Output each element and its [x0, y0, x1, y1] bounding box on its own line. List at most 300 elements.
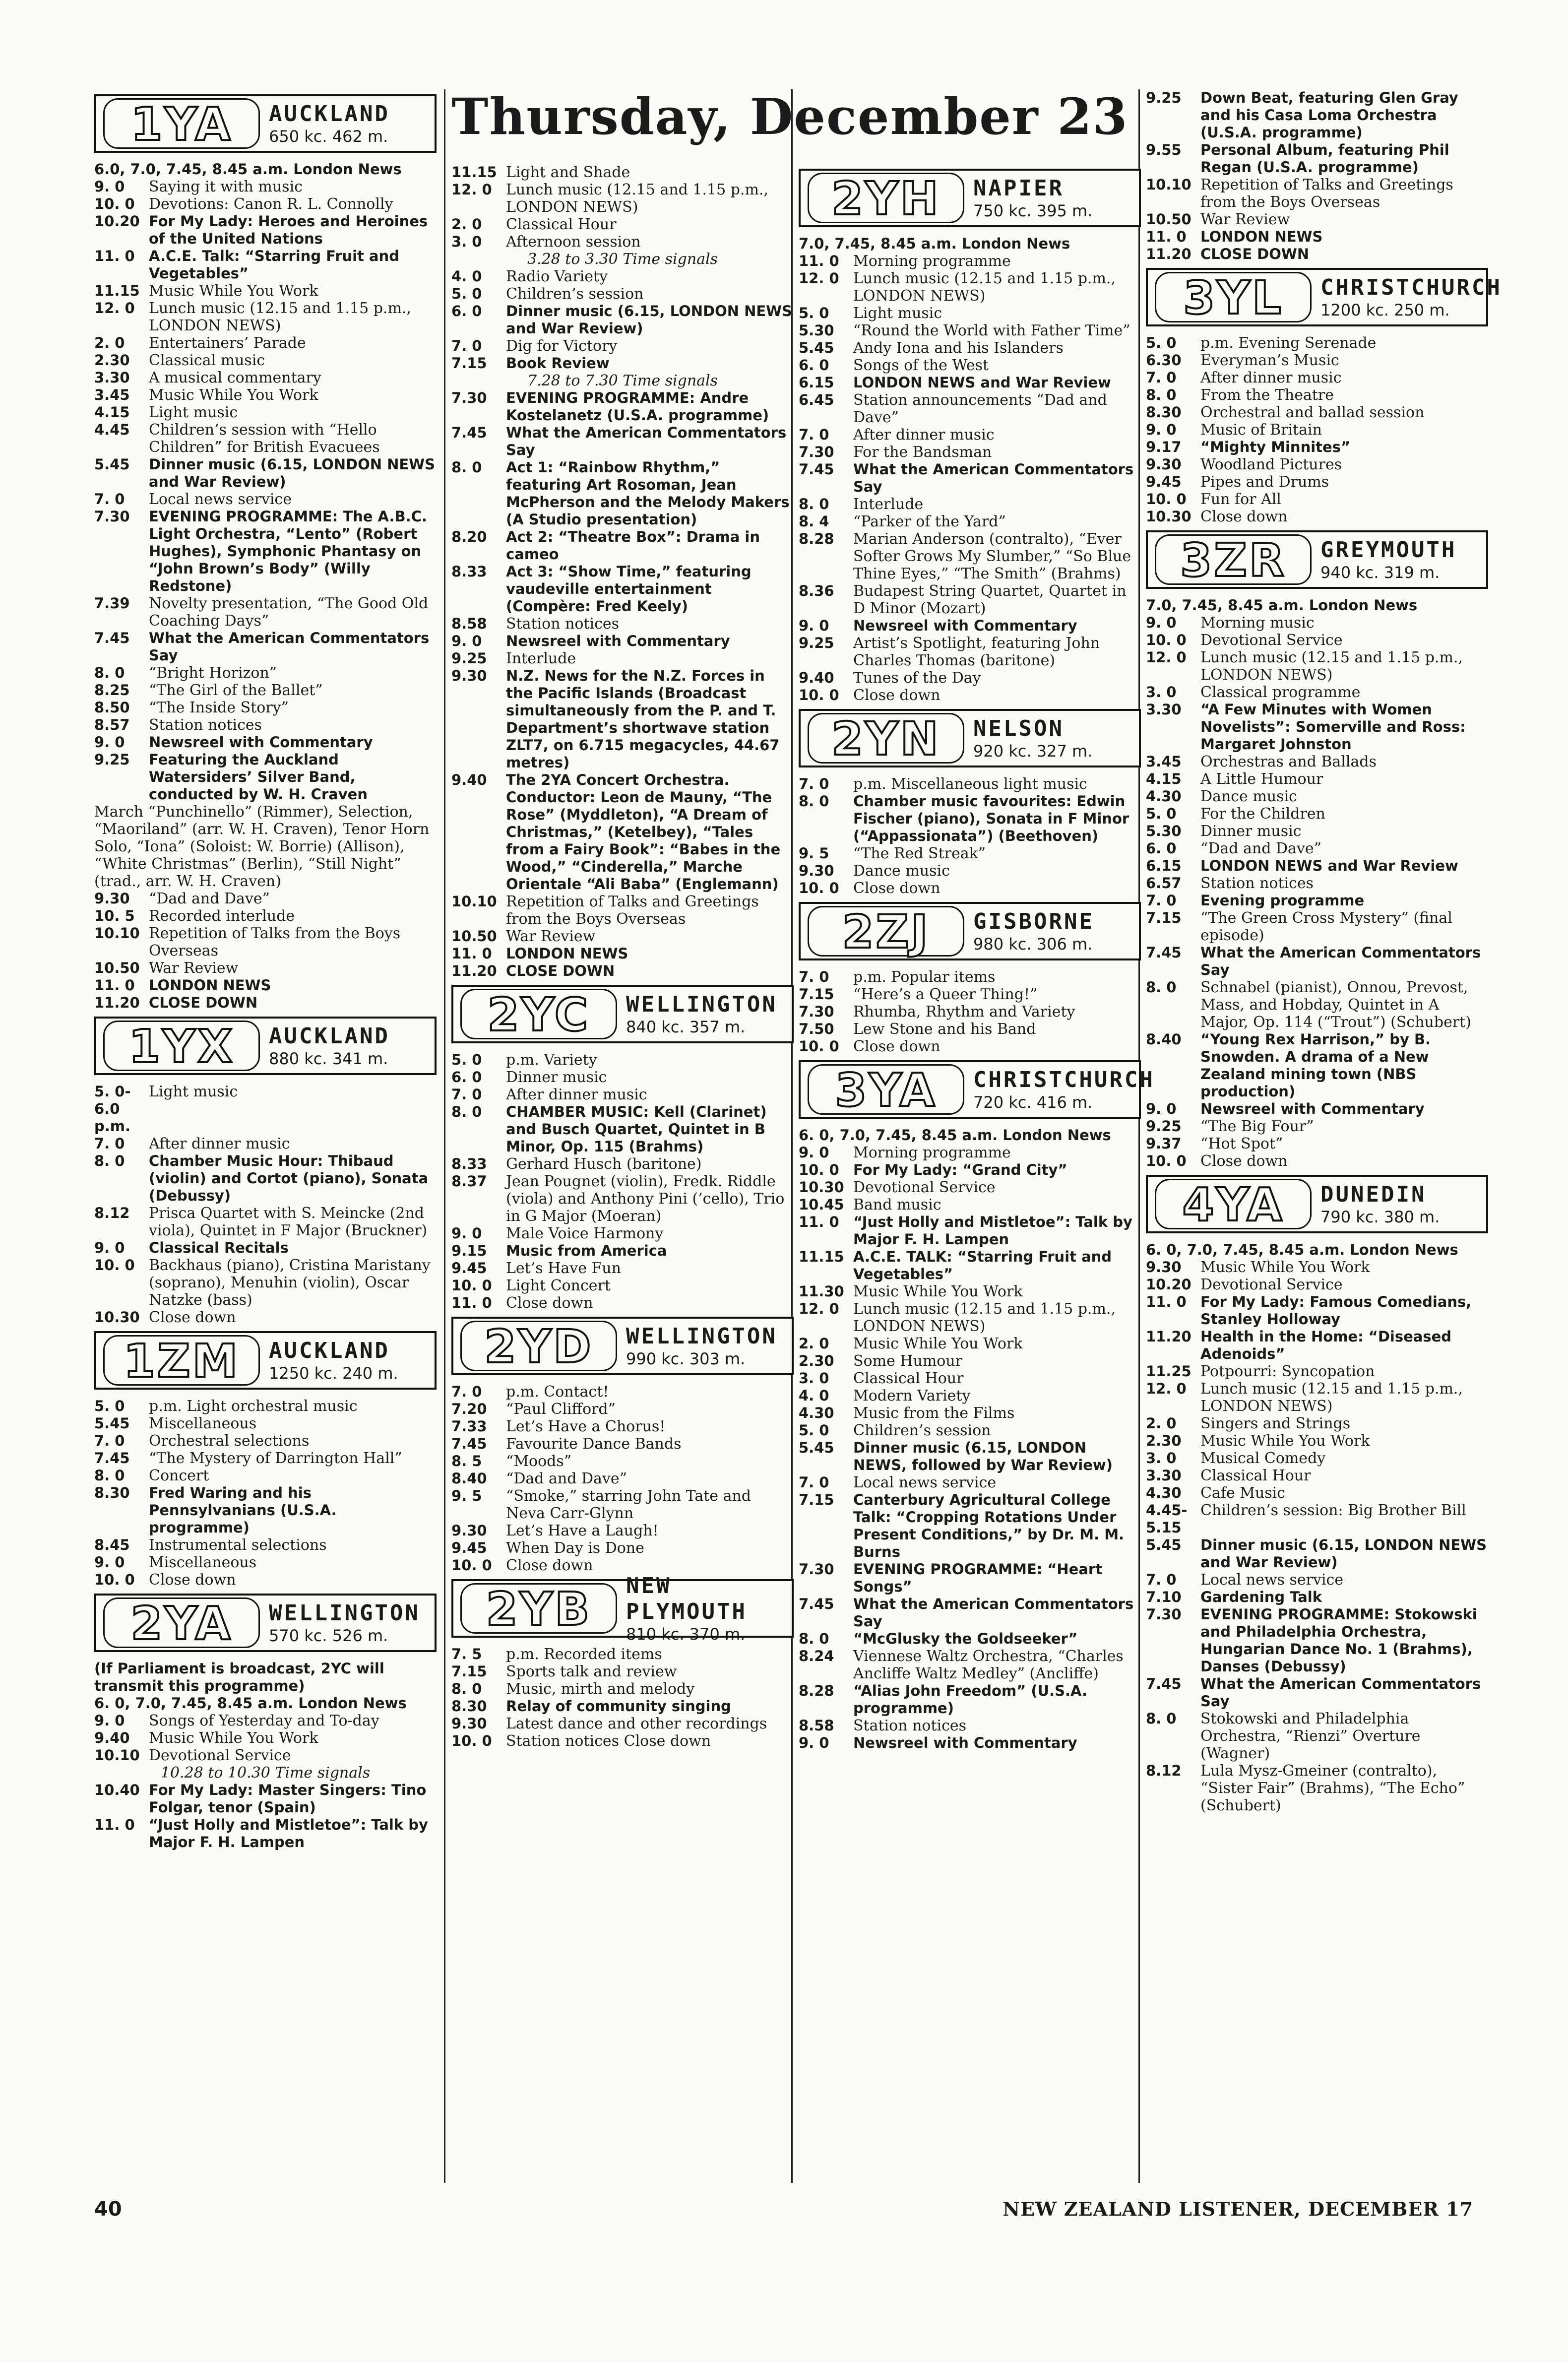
entry-text: Light music: [149, 404, 238, 421]
entry-text: 6. 0, 7.0, 7.45, 8.45 a.m. London News: [1146, 1241, 1458, 1258]
entry-text: Songs of the West: [853, 357, 989, 374]
entry-time: 7.45: [1146, 944, 1182, 961]
programme-entry: [799, 1127, 1141, 1144]
entry-time: 7. 0: [1146, 1571, 1177, 1588]
entry-time: 9. 0: [94, 178, 125, 195]
entry-text: A musical commentary: [149, 369, 321, 386]
column-rule: [444, 89, 445, 2183]
programme-entry: [94, 1695, 437, 1712]
programme-entry: [799, 1213, 1141, 1248]
entry-text: Act 1: “Rainbow Rhythm,” featuring Art Rosoman, Jean McPherson and the Melody Makers (A Studio presentation): [506, 459, 790, 528]
entry-text: “Just Holly and Mistletoe”: Talk by Major F. H. Lampen: [853, 1213, 1132, 1248]
entry-time: 10.10: [1146, 176, 1192, 193]
entry-time: 11.15: [451, 164, 497, 181]
entry-time: 4. 0: [799, 1387, 829, 1404]
entry-time: 7.10: [1146, 1589, 1182, 1605]
programme-entry: [1146, 1363, 1488, 1380]
entry-text: Dinner music: [1200, 823, 1302, 840]
programme-entry: [799, 1387, 1141, 1405]
programme-entry: [799, 496, 1141, 513]
programme-entry: [1146, 597, 1488, 614]
programme-entry: [1146, 805, 1488, 823]
programme-entry: [799, 1682, 1141, 1717]
entry-text: Woodland Pictures: [1200, 456, 1342, 473]
programme-entry: [94, 1712, 437, 1729]
programme-entry: [451, 1418, 794, 1435]
entry-text: A.C.E. TALK: “Starring Fruit and Vegetables”: [853, 1248, 1112, 1282]
entry-time: 7.30: [799, 1561, 834, 1578]
entry-text: Station announcements “Dad and Dave”: [853, 391, 1107, 426]
entry-time: 9. 0: [1146, 614, 1177, 631]
programme-entry: [1146, 1241, 1488, 1259]
station-header: [1146, 530, 1488, 589]
entry-time: 11. 0: [799, 1213, 839, 1230]
programme-entry: [799, 1630, 1141, 1648]
programme-entry: [1146, 649, 1488, 684]
entry-time: 9.30: [451, 667, 487, 684]
programme-entry: [799, 582, 1141, 617]
entry-text: Relay of community singing: [506, 1698, 731, 1715]
programme-entry: [451, 1086, 794, 1103]
programme-entry: [94, 404, 437, 421]
entry-text: Devotions: Canon R. L. Connolly: [149, 195, 393, 213]
entry-time: 2. 0: [451, 216, 482, 233]
station-callsign: 2YH: [808, 173, 964, 223]
entry-time: 7.15: [451, 1663, 487, 1680]
entry-text: Local news service: [149, 491, 292, 508]
programme-entry: [451, 633, 794, 650]
programme-entry: [1146, 89, 1488, 141]
entry-text: Devotional Service: [149, 1747, 291, 1764]
entry-time: 10.30: [1146, 508, 1192, 525]
entry-time: 8.33: [451, 563, 487, 580]
entry-time: 10. 5: [94, 907, 135, 924]
station-callsign: 2YC: [460, 989, 617, 1039]
entry-time: 8. 0: [1146, 386, 1177, 403]
programme-entry: [94, 1152, 437, 1205]
programme-entry: [451, 1225, 794, 1242]
entry-text: LONDON NEWS: [506, 945, 628, 962]
programme-entry: [94, 630, 437, 664]
programme-entry: [1146, 228, 1488, 246]
programme-entry: [1146, 1328, 1488, 1363]
entry-text: “The Girl of the Ballet”: [149, 682, 323, 699]
programme-entry: [799, 986, 1141, 1003]
entry-text: Saying it with music: [149, 178, 303, 195]
entry-text: 7.0, 7.45, 8.45 a.m. London News: [1146, 597, 1418, 614]
station-city: GISBORNE: [973, 909, 1094, 934]
programme-entry: [451, 1715, 794, 1732]
entry-text: p.m. Popular items: [853, 968, 996, 986]
programme-entry: [1146, 684, 1488, 701]
programme-entry: [799, 1144, 1141, 1161]
programme-entry: [94, 300, 437, 334]
entry-text: Dinner music (6.15, LONDON NEWS and War Review): [1200, 1536, 1487, 1571]
entry-time: 8.57: [94, 716, 130, 733]
programme-entry: [451, 893, 794, 928]
entry-time: 5. 0: [94, 1398, 125, 1414]
programme-entry: [451, 303, 794, 337]
entry-text: Schnabel (pianist), Onnou, Prevost, Mass, and Hobday, Quintet in A Major, Op. 114 (“Trout”) (Schubert): [1200, 979, 1471, 1031]
programme-entry: [799, 357, 1141, 374]
entry-time: 10.10: [451, 893, 497, 910]
entry-time: 7. 0: [451, 337, 482, 354]
entry-text: Children’s session: Big Brother Bill: [1200, 1502, 1466, 1519]
programme-entry: [94, 1729, 437, 1747]
entry-text: Evening programme: [1200, 892, 1365, 909]
entry-text: Station notices: [149, 716, 262, 734]
programme-entry: [1146, 404, 1488, 421]
entry-time: 7. 0: [1146, 892, 1177, 909]
entry-text: Andy Iona and his Islanders: [853, 339, 1064, 357]
entry-time: 12. 0: [1146, 1380, 1187, 1397]
entry-text: Repetition of Talks and Greetings from the Boys Overseas: [1200, 176, 1453, 211]
entry-time: 10.10: [94, 1747, 140, 1764]
station-header: [451, 985, 794, 1043]
entry-text: “Parker of the Yard”: [853, 513, 1006, 530]
programme-entry: [94, 1415, 437, 1432]
station-callsign: 4YA: [1155, 1179, 1312, 1229]
entry-time: 7. 0: [799, 775, 829, 792]
programme-entry: [1146, 1135, 1488, 1152]
entry-text: What the American Commentators Say: [1200, 1675, 1481, 1710]
programme-entry: [1146, 1450, 1488, 1467]
entry-text: CLOSE DOWN: [149, 994, 258, 1011]
station-city: AUCKLAND: [269, 1338, 390, 1363]
entry-text: For My Lady: Master Singers: Tino Folgar, tenor (Spain): [149, 1782, 427, 1816]
entry-time: 8. 0: [94, 1152, 125, 1169]
entry-text: Down Beat, featuring Glen Gray and his Casa Loma Orchestra (U.S.A. programme): [1200, 89, 1458, 141]
entry-text: Lunch music (12.15 and 1.15 p.m., LONDON NEWS): [853, 1300, 1116, 1335]
entry-text: “Just Holly and Mistletoe”: Talk by Major F. H. Lampen: [149, 1816, 428, 1851]
programme-entry: [451, 1646, 794, 1663]
programme-entry: [94, 803, 437, 890]
programme-entry: [1146, 508, 1488, 525]
entry-text: War Review: [1200, 211, 1290, 228]
programme-entry: [451, 372, 794, 389]
entry-text: Close down: [853, 687, 941, 704]
entry-text: Miscellaneous: [149, 1554, 257, 1571]
entry-text: Interlude: [506, 650, 576, 667]
programme-entry: [1146, 1100, 1488, 1118]
programme-entry: [451, 1069, 794, 1086]
entry-text: Stokowski and Philadelphia Orchestra, “Rienzi” Overture (Wagner): [1200, 1710, 1421, 1762]
entry-time: 8.40: [1146, 1031, 1182, 1048]
entry-text: “The Inside Story”: [149, 699, 289, 716]
entry-text: “Paul Clifford”: [506, 1401, 616, 1418]
entry-time: 7.39: [94, 595, 130, 612]
programme-entry: [451, 1051, 794, 1069]
entry-time: 8. 4: [799, 513, 829, 530]
programme-entry: [1146, 892, 1488, 909]
programme-entry: [1146, 141, 1488, 176]
programme-entry: [1146, 1293, 1488, 1328]
entry-text: Classical Hour: [1200, 1467, 1311, 1484]
entry-text: CLOSE DOWN: [506, 962, 615, 979]
entry-text: Radio Variety: [506, 268, 608, 285]
station-city: WELLINGTON: [626, 1324, 777, 1349]
page-number: 40: [94, 2198, 122, 2221]
programme-entry: [94, 456, 437, 491]
station-city: AUCKLAND: [269, 1023, 390, 1049]
entry-time: 9. 0: [94, 1239, 125, 1256]
entry-time: 7. 0: [799, 968, 829, 985]
station-header: [94, 1594, 437, 1652]
station-details: [1312, 1182, 1479, 1226]
entry-text: Local news service: [853, 1474, 997, 1491]
programme-entry: [799, 253, 1141, 270]
entry-time: 6. 0: [799, 357, 829, 374]
entry-time: 10. 0: [451, 1277, 492, 1294]
entry-time: 9. 0: [799, 1144, 829, 1161]
entry-text: Music While You Work: [1200, 1259, 1370, 1276]
programme-entry: [94, 1205, 437, 1239]
programme-entry: [94, 1660, 437, 1695]
programme-entry: [799, 1596, 1141, 1630]
entry-time: 7. 5: [451, 1646, 482, 1662]
entry-time: 9.25: [799, 635, 834, 651]
entry-time: 4.15: [1146, 770, 1182, 787]
programme-entry: [1146, 352, 1488, 369]
programme-entry: [1146, 1762, 1488, 1814]
entry-time: 11. 0: [451, 1294, 492, 1311]
programme-entry: [451, 1173, 794, 1225]
programme-entry: [799, 1439, 1141, 1474]
entry-time: 11. 0: [799, 253, 839, 269]
entry-time: 10.50: [1146, 211, 1192, 228]
station-details: [260, 101, 428, 146]
entry-time: 4.15: [94, 404, 130, 421]
entry-time: 7.30: [94, 508, 130, 525]
entry-time: 8. 0: [94, 1467, 125, 1484]
station-details: [617, 1324, 785, 1368]
programme-entry: [799, 322, 1141, 339]
entry-text: Local news service: [1200, 1571, 1344, 1589]
entry-text: After dinner music: [1200, 369, 1342, 386]
entry-time: 7.15: [1146, 909, 1182, 926]
programme-entry: [799, 1370, 1141, 1387]
programme-entry: [799, 530, 1141, 582]
entry-text: Act 3: “Show Time,” featuring vaudeville entertainment (Compère: Fred Keely): [506, 563, 752, 615]
publication-line: NEW ZEALAND LISTENER, DECEMBER 17: [1003, 2198, 1473, 2220]
entry-time: 11.15: [94, 282, 140, 299]
entry-text: Close down: [853, 1038, 941, 1055]
entry-text: Personal Album, featuring Phil Regan (U.S.A. programme): [1200, 141, 1449, 176]
station-city: NEW PLYMOUTH: [626, 1573, 747, 1624]
entry-text: Potpourri: Syncopation: [1200, 1363, 1375, 1380]
entry-text: Close down: [149, 1309, 236, 1326]
entry-time: 9.30: [1146, 1259, 1182, 1276]
entry-time: 10.50: [94, 959, 140, 976]
programme-entry: [799, 845, 1141, 862]
entry-text: EVENING PROGRAMME: Andre Kostelanetz (U.S.A. programme): [506, 389, 769, 424]
entry-time: 9. 0: [451, 1225, 482, 1242]
programme-entry: [451, 563, 794, 615]
station-frequency: 1200 kc. 250 m.: [1320, 301, 1450, 319]
entry-text: Music While You Work: [1200, 1432, 1370, 1450]
entry-text: Morning music: [1200, 614, 1315, 632]
entry-text: Artist’s Spotlight, featuring John Charles Thomas (baritone): [853, 635, 1100, 669]
entry-text: Close down: [853, 880, 941, 897]
entry-time: 4.30: [1146, 788, 1182, 805]
entry-time: 5.45: [1146, 1536, 1182, 1553]
entry-text: Close down: [1200, 1152, 1288, 1170]
entry-time: 10. 0: [799, 1161, 839, 1178]
entry-text: Let’s Have Fun: [506, 1260, 621, 1277]
station-callsign: 2ZJ: [808, 906, 964, 957]
entry-text: p.m. Miscellaneous light music: [853, 775, 1087, 793]
entry-text: Dinner music (6.15, LONDON NEWS, followed by War Review): [853, 1439, 1113, 1473]
entry-time: 5. 0: [799, 1422, 829, 1439]
entry-text: Male Voice Harmony: [506, 1225, 664, 1242]
programme-entry: [451, 615, 794, 633]
programme-entry: [1146, 979, 1488, 1031]
entry-time: 9.30: [799, 862, 834, 879]
programme-entry: [94, 682, 437, 699]
entry-time: 3. 0: [1146, 1450, 1177, 1467]
station-frequency: 940 kc. 319 m.: [1320, 563, 1440, 582]
entry-text: Orchestras and Ballads: [1200, 753, 1377, 770]
programme-entry: [799, 235, 1141, 253]
programme-entry: [94, 959, 437, 977]
programme-entry: [799, 635, 1141, 669]
station-details: [260, 1023, 428, 1068]
entry-time: 9.37: [1146, 1135, 1182, 1152]
entry-text: Children’s session: [853, 1422, 991, 1439]
entry-text: “Dad and Dave”: [506, 1470, 627, 1487]
programme-entry: [1146, 1571, 1488, 1589]
station-header: [1146, 1175, 1488, 1233]
programme-entry: [94, 907, 437, 925]
entry-text: EVENING PROGRAMME: The A.B.C. Light Orchestra, “Lento” (Robert Hughes), Symphonic Phantasy on “John Brown’s Body” (Willy Redstone): [149, 508, 427, 594]
programme-entry: [1146, 421, 1488, 439]
station-city: GREYMOUTH: [1320, 537, 1457, 563]
entry-text: Classical programme: [1200, 684, 1361, 701]
entry-time: 10. 0: [451, 1732, 492, 1749]
entry-time: 8.40: [451, 1470, 487, 1487]
station-details: [1312, 537, 1479, 582]
entry-text: 3.28 to 3.30 Time signals: [527, 251, 718, 268]
station-frequency: 920 kc. 327 m.: [973, 742, 1093, 761]
entry-text: Lunch music (12.15 and 1.15 p.m., LONDON NEWS): [1200, 1380, 1463, 1415]
entry-text: Concert: [149, 1467, 209, 1484]
entry-time: 9.30: [451, 1715, 487, 1732]
programme-entry: [451, 1277, 794, 1294]
entry-time: 9.30: [94, 890, 130, 907]
entry-text: Viennese Waltz Orchestra, “Charles Ancliffe Waltz Medley” (Ancliffe): [853, 1648, 1124, 1682]
entry-time: 10.20: [94, 213, 140, 230]
entry-text: Classical music: [149, 352, 265, 369]
entry-text: Devotional Service: [1200, 1276, 1343, 1293]
programme-entry: [94, 161, 437, 178]
entry-text: Let’s Have a Chorus!: [506, 1418, 666, 1435]
entry-text: 10.28 to 10.30 Time signals: [160, 1764, 371, 1782]
entry-text: A.C.E. Talk: “Starring Fruit and Vegetables”: [149, 248, 399, 282]
programme-entry: [1146, 840, 1488, 857]
entry-time: 12. 0: [1146, 649, 1187, 666]
entry-time: 3. 0: [451, 233, 482, 250]
entry-text: 7.0, 7.45, 8.45 a.m. London News: [799, 235, 1070, 252]
programme-entry: [799, 444, 1141, 461]
entry-time: 7.45: [799, 1596, 834, 1612]
station-callsign: 2YD: [460, 1321, 617, 1371]
programme-entry: [451, 1487, 794, 1522]
entry-time: 2.30: [94, 352, 130, 369]
station-callsign: 3ZR: [1155, 534, 1312, 585]
entry-time: 7.33: [451, 1418, 487, 1435]
entry-text: Lula Mysz-Gmeiner (contralto), “Sister Fair” (Brahms), “The Echo” (Schubert): [1200, 1762, 1465, 1814]
station-callsign: 1YA: [103, 98, 260, 149]
entry-text: Morning programme: [853, 1144, 1011, 1161]
entry-time: 10. 0: [94, 195, 135, 212]
entry-time: 9.45: [451, 1260, 487, 1277]
entry-text: Entertainers’ Parade: [149, 334, 306, 352]
entry-time: 10. 0: [1146, 1152, 1187, 1169]
programme-entry: [451, 650, 794, 667]
programme-entry: [799, 862, 1141, 880]
programme-entry: [1146, 788, 1488, 805]
programme-entry: [1146, 491, 1488, 508]
entry-text: “The Big Four”: [1200, 1118, 1314, 1135]
entry-text: Light music: [853, 305, 942, 322]
station-details: [964, 716, 1132, 761]
programme-entry: [451, 928, 794, 945]
entry-text: Children’s session: [506, 285, 644, 303]
entry-time: 9.40: [451, 771, 487, 788]
entry-text: What the American Commentators Say: [149, 630, 430, 664]
entry-time: 10. 0: [1146, 491, 1187, 508]
station-frequency: 650 kc. 462 m.: [269, 127, 388, 146]
programme-entry: [94, 421, 437, 456]
programme-entry: [451, 1732, 794, 1750]
entry-time: 11.30: [799, 1283, 844, 1300]
programme-entry: [799, 1038, 1141, 1055]
entry-time: 2.30: [1146, 1432, 1182, 1449]
programme-entry: [799, 617, 1141, 635]
entry-time: 8.33: [451, 1155, 487, 1172]
entry-text: Gerhard Husch (baritone): [506, 1155, 702, 1173]
entry-text: Dance music: [853, 862, 950, 880]
entry-time: 9. 5: [451, 1487, 482, 1504]
entry-text: For My Lady: “Grand City”: [853, 1161, 1067, 1178]
entry-text: After dinner music: [506, 1086, 647, 1103]
station-header: [799, 169, 1141, 227]
entry-time: 7.45: [1146, 1675, 1182, 1692]
entry-text: “A Few Minutes with Women Novelists”: Somerville and Ross: Margaret Johnston: [1200, 701, 1466, 753]
programme-entry: [1146, 1380, 1488, 1415]
entry-text: Lunch music (12.15 and 1.15 p.m., LONDON NEWS): [853, 270, 1116, 305]
station-callsign: 1YX: [103, 1021, 260, 1071]
programme-entry: [451, 424, 794, 459]
entry-time: 8.58: [799, 1717, 834, 1734]
entry-text: Dance music: [1200, 788, 1297, 805]
station-header: [1146, 268, 1502, 326]
entry-time: 9.17: [1146, 439, 1182, 455]
entry-text: Newsreel with Commentary: [1200, 1100, 1425, 1117]
programme-entry: [1146, 770, 1488, 788]
entry-time: 10. 0: [94, 1257, 135, 1274]
entry-time: 10.10: [94, 925, 140, 942]
entry-text: Lunch music (12.15 and 1.15 p.m., LONDON NEWS): [506, 181, 768, 216]
entry-text: Prisca Quartet with S. Meincke (2nd viola), Quintet in F Major (Bruckner): [149, 1205, 428, 1239]
column-4: [1146, 89, 1502, 1814]
entry-time: 8. 0: [1146, 1710, 1177, 1727]
programme-entry: [451, 1557, 794, 1574]
programme-entry: [799, 669, 1141, 687]
programme-entry: [94, 1484, 437, 1536]
programme-entry: [1146, 1432, 1488, 1450]
station-header: [799, 709, 1141, 767]
